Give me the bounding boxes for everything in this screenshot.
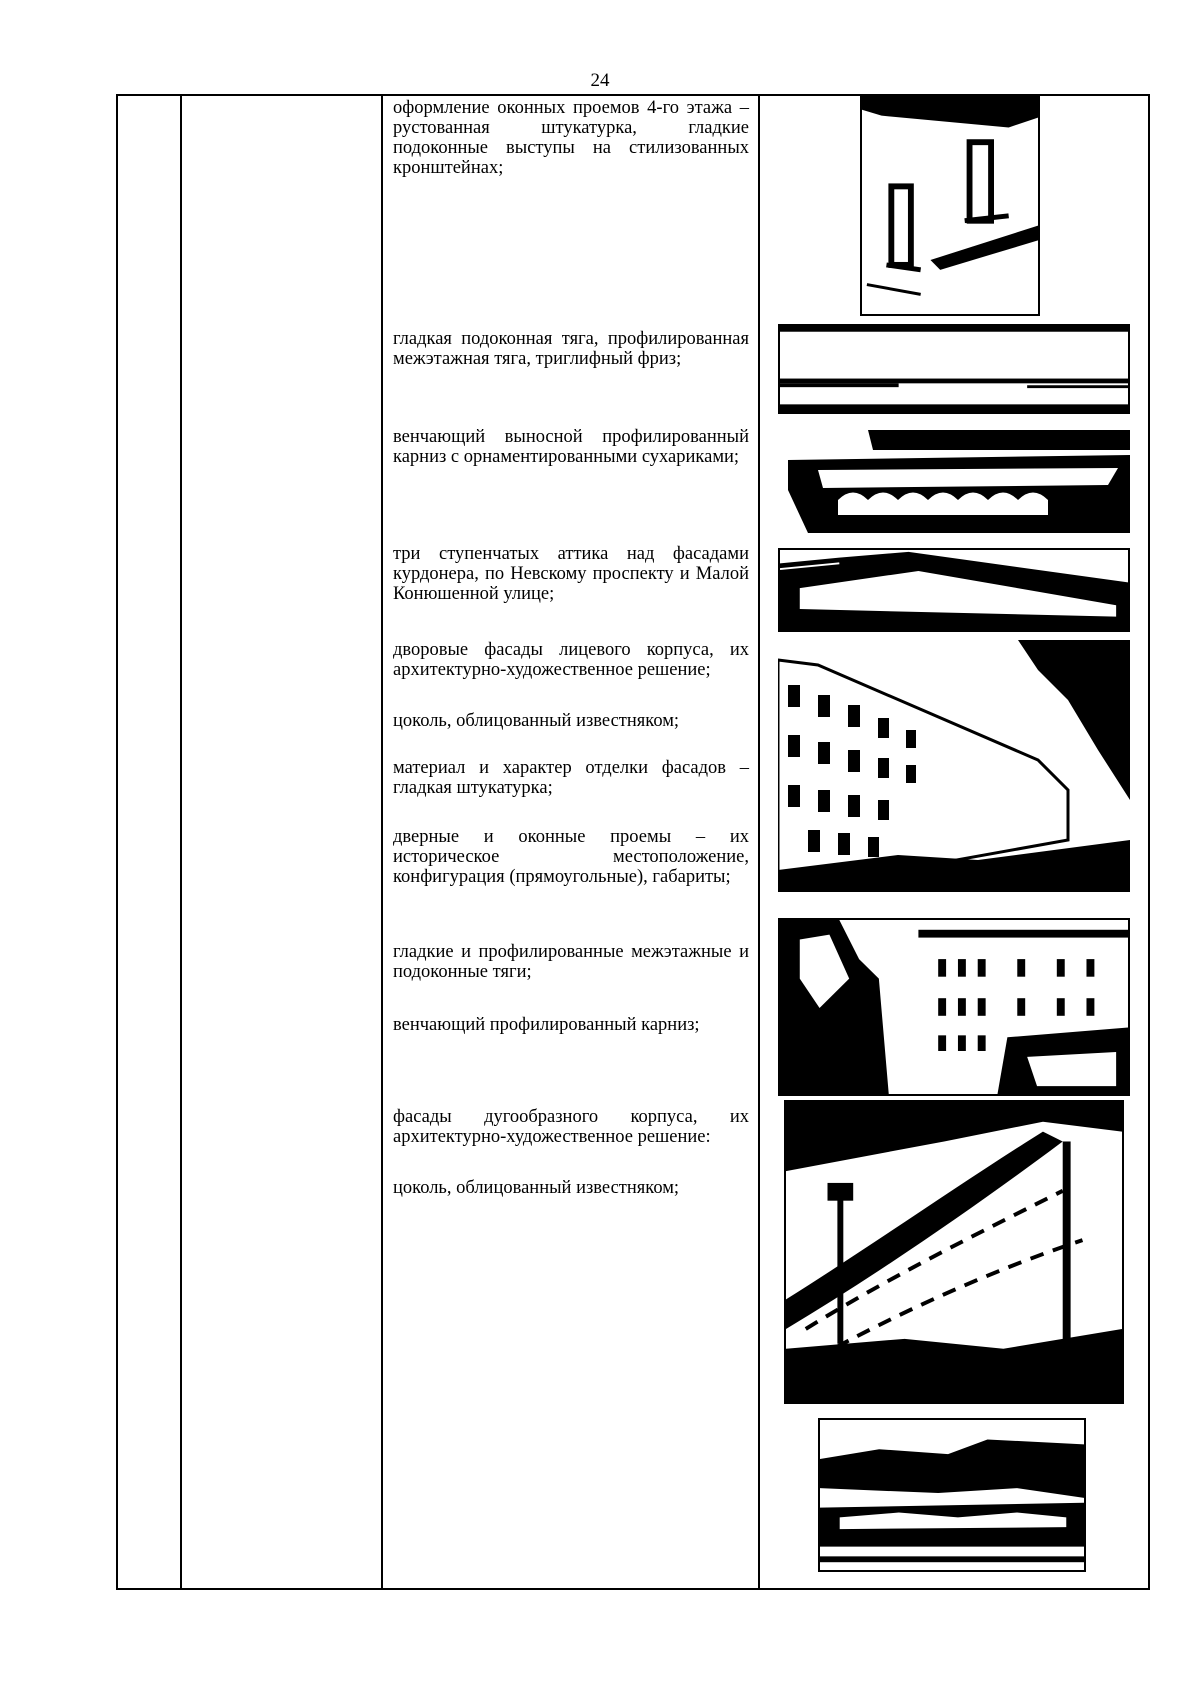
- description-item: дверные и оконные проемы – их историческое местоположение, конфигурация (прямоугольные), габариты;: [393, 827, 749, 887]
- column-divider: [180, 94, 182, 1590]
- window-detail-photo: [860, 96, 1040, 316]
- curved-building-photo: [784, 1100, 1124, 1404]
- description-item: дворовые фасады лицевого корпуса, их архитектурно-художественное решение;: [393, 640, 749, 680]
- cornice-strip-photo: [778, 324, 1130, 414]
- column-divider: [758, 94, 760, 1590]
- description-item: цоколь, облицованный известняком;: [393, 711, 680, 731]
- description-item: цоколь, облицованный известняком;: [393, 1178, 680, 1198]
- page-number: 24: [590, 70, 610, 91]
- description-item: гладкая подоконная тяга, профилированная межэтажная тяга, триглифный фриз;: [393, 329, 749, 369]
- cornice-closeup-photo: [778, 430, 1130, 533]
- attic-photo: [778, 548, 1130, 632]
- description-item: венчающий профилированный карниз;: [393, 1015, 700, 1035]
- plinth-detail-photo: [818, 1418, 1086, 1572]
- courtyard-facade-photo: [778, 640, 1130, 892]
- description-item: три ступенчатых аттика над фасадами курдонера, по Невскому проспекту и Малой Конюшенной улице;: [393, 544, 749, 604]
- description-item: фасады дугообразного корпуса, их архитектурно-художественное решение:: [393, 1107, 749, 1147]
- description-item: оформление оконных проемов 4-го этажа – рустованная штукатурка, гладкие подоконные выступы на стилизованных кронштейнах;: [393, 98, 749, 178]
- facade-trees-photo: [778, 918, 1130, 1096]
- description-item: материал и характер отделки фасадов – гладкая штукатурка;: [393, 758, 749, 798]
- description-item: гладкие и профилированные межэтажные и подоконные тяги;: [393, 942, 749, 982]
- column-divider: [381, 94, 383, 1590]
- description-item: венчающий выносной профилированный карниз с орнаментированными сухариками;: [393, 427, 749, 467]
